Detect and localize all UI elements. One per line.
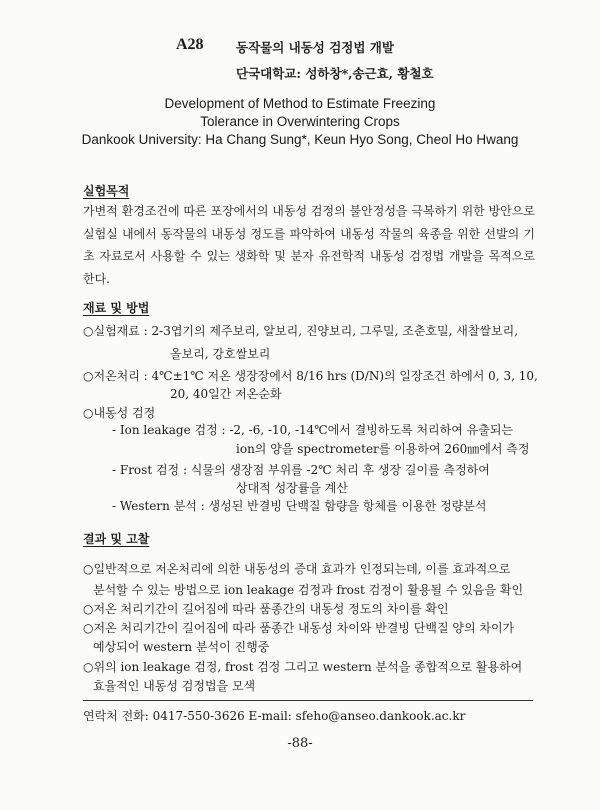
materials-line: - Western 분석 : 생성된 반결빙 단백질 함량을 항체를 이용한 정량분석 — [112, 499, 487, 513]
english-title-line-1: Development of Method to Estimate Freezing — [164, 96, 436, 111]
results-line: 분석할 수 있는 방법으로 ion leakage 검정과 frost 검정이 활용될 수 있음을 확인 — [93, 583, 524, 597]
materials-line: 올보리, 강호쌀보리 — [170, 347, 271, 361]
materials-line: ○저온처리 : 4℃±1℃ 저온 생장장에서 8/16 hrs (D/N)의 일장조건 하에서 0, 3, 10, — [83, 369, 538, 383]
materials-line: - Ion leakage 검정 : -2, -6, -10, -14℃에서 결빙하도록 처리하여 유출되는 — [112, 423, 514, 437]
results-line: ○위의 ion leakage 검정, frost 검정 그리고 western 분석을 종합적으로 활용하여 — [83, 660, 523, 674]
results-line: ○일반적으로 저온처리에 의한 내동성의 증대 효과가 인정되는데, 이를 효과적으로 — [83, 562, 511, 576]
abstract-code: A28 — [176, 36, 204, 53]
section-heading-results: 결과 및 고찰 — [83, 532, 150, 546]
materials-line: ○실험재료 : 2-3엽기의 제주보리, 알보리, 진양보리, 그루밀, 조춘호밀, 새찰쌀보리, — [83, 324, 519, 338]
results-line: 효율적인 내동성 검정법을 모색 — [93, 679, 256, 693]
materials-line: - Frost 검정 : 식물의 생장점 부위를 -2℃ 처리 후 생장 길이를 측정하여 — [112, 463, 490, 477]
materials-line: 상대적 성장률을 계산 — [236, 481, 348, 495]
materials-line: 20, 40일간 저온순화 — [170, 387, 282, 401]
materials-line: ○내동성 검정 — [83, 406, 156, 420]
results-line: ○저온 처리기간이 길어짐에 따라 품종간의 내동성 정도의 차이를 확인 — [83, 602, 449, 616]
page-number: -88- — [287, 736, 313, 751]
results-line: 예상되어 western 분석이 진행중 — [93, 640, 270, 654]
footer-divider — [83, 700, 533, 701]
english-title-line-2: Tolerance in Overwintering Crops — [200, 114, 400, 129]
korean-title: 동작물의 내동성 검정법 개발 — [236, 40, 394, 55]
section-heading-purpose: 실험목적 — [83, 184, 130, 198]
results-line: ○저온 처리기간이 길어짐에 따라 품종간 내동성 차이와 반결빙 단백질 양의 차이가 — [83, 621, 515, 635]
korean-authors: 단국대학교: 성하창*,송근효, 황철호 — [236, 66, 434, 81]
english-affiliation: Dankook University: Ha Chang Sung*, Keun Hyo Song, Cheol Ho Hwang — [81, 132, 519, 147]
purpose-paragraph: 가변적 환경조건에 따른 포장에서의 내동성 검정의 불안정성을 극복하기 위한 방안으로 실험실 내에서 동작물의 내동성 정도를 파악하여 내동성 작물의 육종을 위한 선발의 기초 자료로서 사용할 수 있는 생화학 및 분자 유전학적 내동성 검정법 개발을 목적으로 한다. — [83, 204, 535, 286]
materials-line: ion의 양을 spectrometer를 이용하여 260㎚에서 측정 — [236, 442, 530, 456]
section-heading-materials: 재료 및 방법 — [83, 301, 150, 315]
footer-contact: 연락처 전화: 0417-550-3626 E-mail: sfeho@anseo.dankook.ac.kr — [83, 709, 466, 723]
